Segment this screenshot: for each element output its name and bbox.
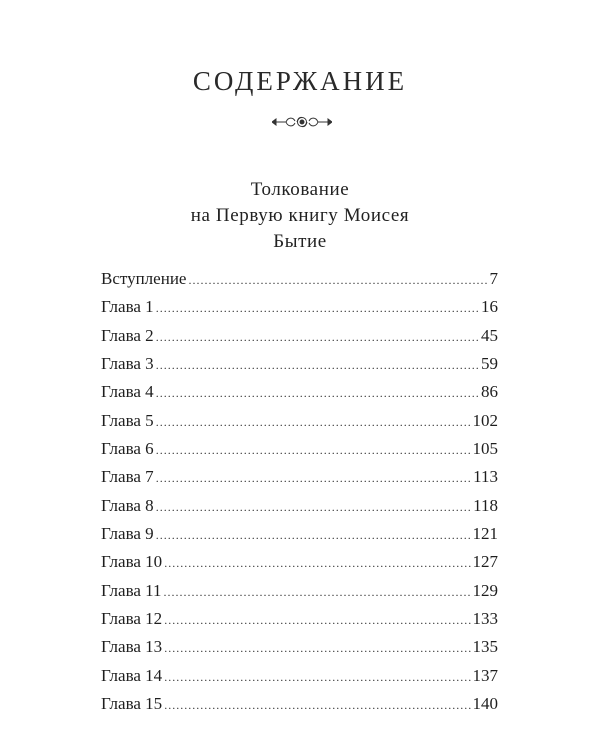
dot-leader [156, 521, 472, 549]
toc-entry-label: Глава 2 [101, 325, 154, 345]
toc-entry-label: Глава 1 [101, 297, 154, 317]
dot-leader [156, 464, 472, 492]
toc-page-number: 16 [481, 297, 498, 317]
dot-leader [164, 549, 471, 577]
toc-entry[interactable] [101, 463, 498, 491]
toc-page-number: 127 [472, 552, 498, 572]
dot-leader [164, 578, 472, 606]
toc-entry-label: Глава 12 [101, 609, 163, 629]
toc-entry-label: Глава 11 [101, 580, 162, 600]
toc-entry[interactable] [101, 520, 498, 548]
toc-entry[interactable] [101, 605, 498, 633]
toc-entry[interactable] [101, 350, 498, 378]
toc-page-number: 86 [481, 382, 498, 402]
section-heading-line: Толкование [250, 179, 350, 200]
dot-leader [156, 351, 480, 379]
toc-entry[interactable] [101, 690, 498, 718]
dot-leader [156, 493, 472, 521]
dot-leader [164, 663, 471, 691]
toc-entry[interactable] [101, 378, 498, 406]
toc-entry-label: Глава 7 [101, 467, 154, 487]
dot-leader [156, 379, 480, 407]
toc-entry[interactable] [101, 265, 498, 293]
toc-entry[interactable] [101, 407, 498, 435]
toc-entry[interactable] [101, 577, 498, 605]
toc-entry-label: Глава 3 [101, 354, 154, 374]
toc-entry-label: Глава 5 [101, 410, 154, 430]
section-heading-line: Бытие [273, 231, 327, 252]
toc-entry-label: Глава 4 [101, 382, 154, 402]
dot-leader [188, 266, 488, 294]
toc-entry[interactable] [101, 492, 498, 520]
toc-page-number: 118 [473, 495, 498, 515]
toc-entry-label: Глава 14 [101, 665, 163, 685]
floral-ornament-icon [272, 113, 332, 131]
toc-entry[interactable] [101, 662, 498, 690]
page-title: СОДЕРЖАНИЕ [192, 66, 408, 96]
toc-page-number: 135 [472, 637, 498, 657]
toc-entry-label: Глава 15 [101, 694, 163, 714]
toc-entry-label: Глава 13 [101, 637, 163, 657]
toc-page-number: 45 [481, 325, 498, 345]
toc-entry-label: Вступление [101, 269, 187, 288]
dot-leader [164, 691, 471, 719]
toc-page-number: 59 [481, 354, 498, 374]
toc-entry[interactable] [101, 322, 498, 350]
dot-leader [156, 294, 480, 322]
toc-page-number: 121 [472, 524, 498, 544]
toc-page-number: 133 [472, 609, 498, 629]
toc-entry[interactable] [101, 293, 498, 321]
toc-page-number: 113 [473, 467, 498, 487]
toc-page-number: 102 [472, 410, 498, 430]
dot-leader [156, 408, 472, 436]
toc-entry-label: Глава 10 [101, 552, 163, 572]
toc-entry-label: Глава 9 [101, 524, 154, 544]
dot-leader [164, 606, 471, 634]
dot-leader [164, 634, 471, 662]
table-of-contents [101, 265, 498, 719]
dot-leader [156, 323, 480, 351]
toc-entry[interactable] [101, 633, 498, 661]
toc-page-number: 7 [489, 269, 498, 288]
toc-entry[interactable] [101, 548, 498, 576]
dot-leader [156, 436, 472, 464]
toc-entry-label: Глава 6 [101, 439, 154, 459]
toc-entry[interactable] [101, 435, 498, 463]
toc-page-number: 129 [472, 580, 498, 600]
toc-page-number: 105 [472, 439, 498, 459]
section-heading [0, 177, 600, 255]
toc-entry-label: Глава 8 [101, 495, 154, 515]
toc-page-number: 137 [472, 665, 498, 685]
section-heading-line: на Первую книгу Моисея [190, 205, 410, 226]
toc-page-number: 140 [472, 694, 498, 714]
